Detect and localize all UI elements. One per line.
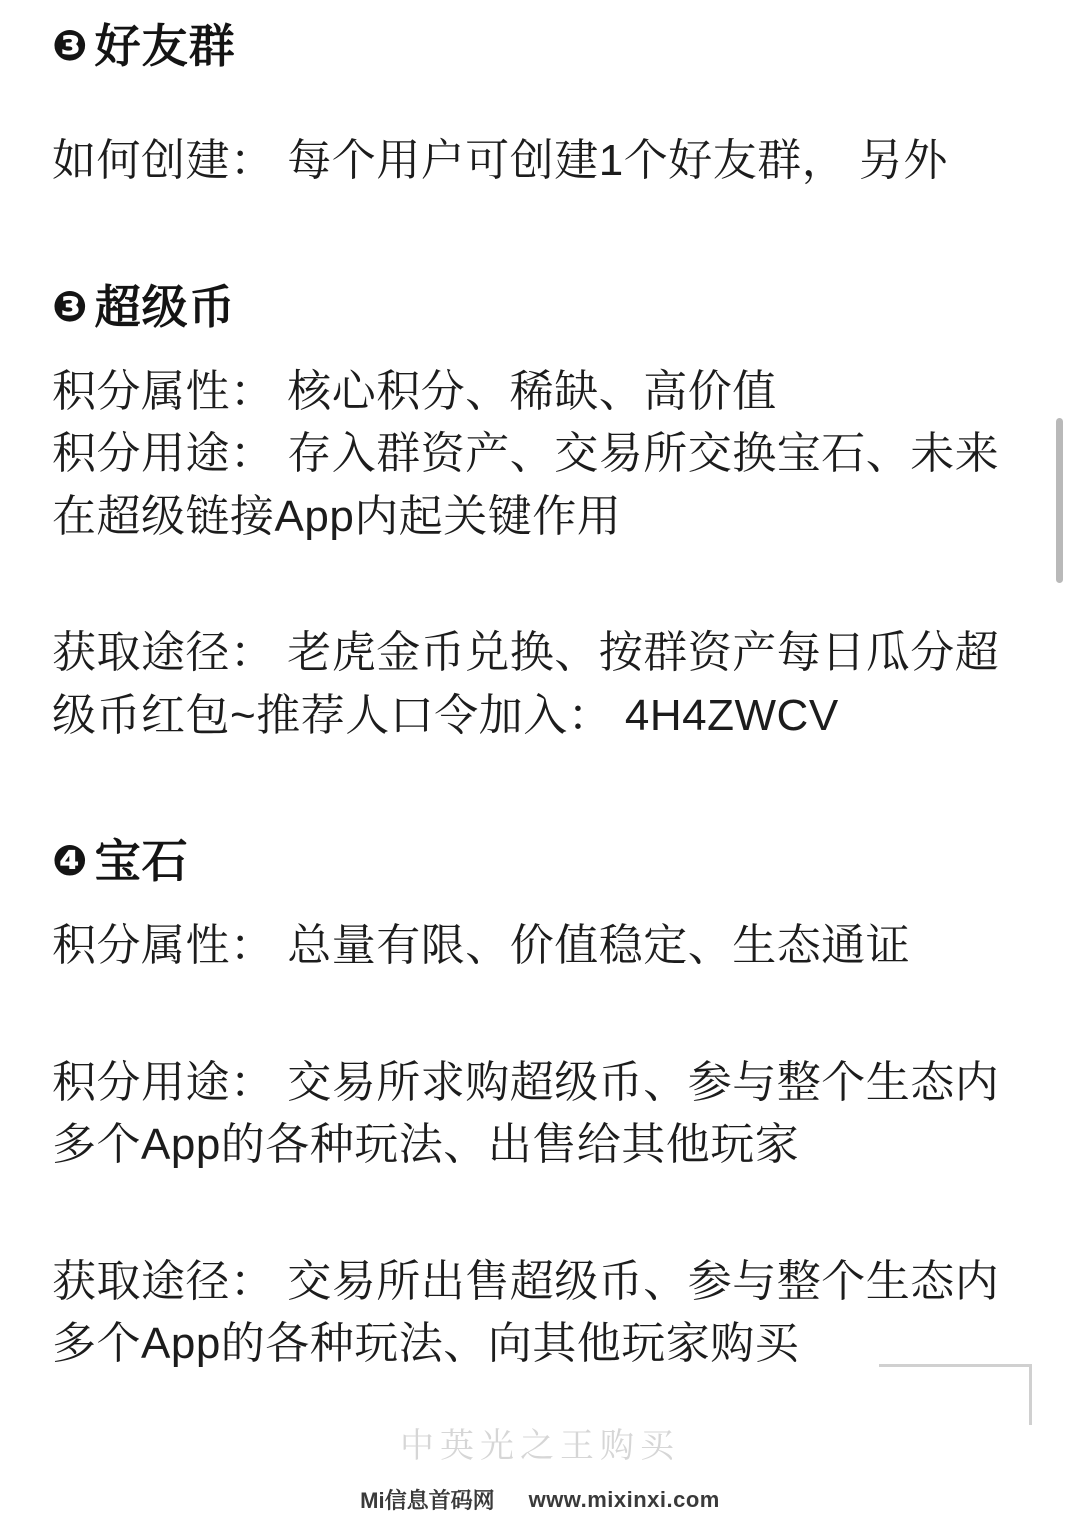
section-title: 宝石	[94, 835, 189, 888]
section-heading	[52, 18, 1020, 74]
section-line-acquisition: 获取途径： 交易所出售超级币、参与整个生态内多个App的各种玩法、向其他玩家购买	[52, 1256, 1000, 1369]
list-marker-icon: ❹	[52, 837, 89, 885]
watermark-corner-mark	[879, 1364, 1032, 1425]
section-line-attributes: 积分属性： 总量有限、价值稳定、生态通证	[52, 921, 911, 971]
scrollbar-thumb[interactable]	[1056, 418, 1063, 583]
footer-brand: Mi信息首码网	[360, 1488, 495, 1513]
section-line-usage: 积分用途： 存入群资产、交易所交换宝石、未来在超级链接App内起关键作用	[52, 429, 1000, 541]
spacer	[52, 978, 1020, 1052]
spacer	[52, 74, 1020, 130]
section-line-attributes: 积分属性： 核心积分、稀缺、高价值	[52, 366, 777, 416]
spacer	[52, 747, 1020, 833]
spacer	[52, 548, 1020, 622]
section-line: 如何创建： 每个用户可创建1个好友群， 另外	[52, 136, 948, 186]
section-line-usage: 积分用途： 交易所求购超级币、参与整个生态内多个App的各种玩法、出售给其他玩家	[52, 1057, 1000, 1170]
section-title: 好友群	[94, 20, 236, 72]
section-heading	[52, 833, 1020, 889]
list-marker-icon: ❸	[52, 22, 89, 70]
scrollbar-track[interactable]	[1062, 0, 1072, 1521]
section-heading	[52, 279, 1020, 335]
section-friend-group	[52, 18, 1020, 193]
watermark-ghost-text: 中英光之王购买	[400, 1427, 680, 1465]
section-gemstone	[52, 833, 1020, 1375]
spacer	[52, 335, 1020, 361]
section-line-acquisition: 获取途径： 老虎金币兑换、按群资产每日瓜分超级币红包~推荐人口令加入： 4H4ZWCV	[52, 628, 1000, 740]
footer-site-url: www.mixinxi.com	[528, 1486, 720, 1512]
section-title: 超级币	[94, 280, 236, 333]
spacer	[52, 1177, 1020, 1251]
list-marker-icon: ❸	[52, 282, 89, 330]
spacer	[52, 193, 1020, 279]
footer-watermark	[0, 1484, 1080, 1515]
section-super-coin	[52, 279, 1020, 747]
spacer	[52, 889, 1020, 915]
